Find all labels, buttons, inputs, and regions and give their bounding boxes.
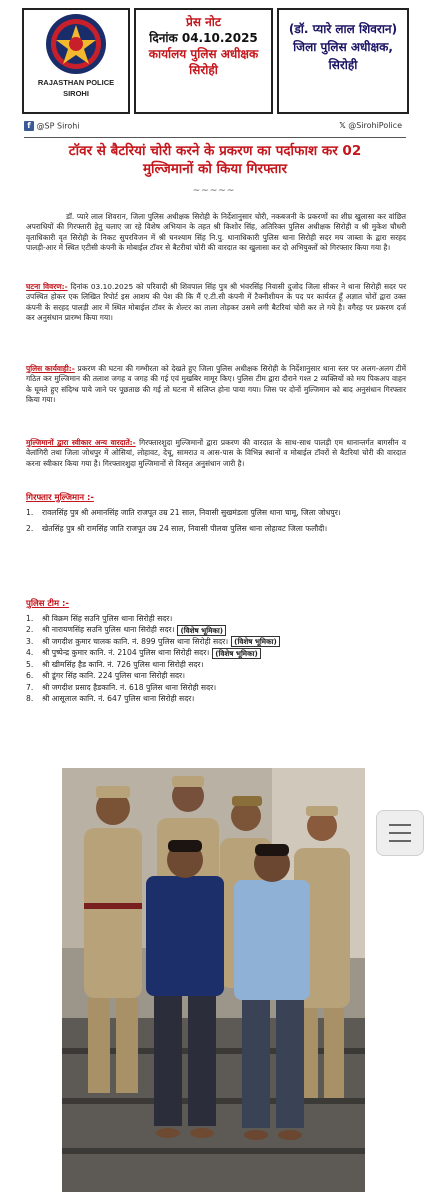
arrest-photo-illustration bbox=[62, 768, 365, 1192]
incident-paragraph bbox=[26, 282, 406, 324]
team-member-text: श्री जगदीश प्रसाद हैडकानि. नं. 618 पुलिस थाना सिरोही सदर। bbox=[42, 682, 217, 692]
sp-name-box bbox=[277, 8, 409, 114]
team-member bbox=[26, 682, 406, 694]
team-member bbox=[26, 671, 406, 683]
office-line-2: सिरोही bbox=[189, 63, 218, 77]
arrested-list bbox=[26, 508, 406, 534]
team-member-text: श्री विक्रम सिंह सउनि पुलिस थाना सिरोही सदर। bbox=[42, 613, 173, 623]
sp-designation: जिला पुलिस अधीक्षक, bbox=[293, 40, 393, 54]
team-member-number: 5. bbox=[26, 659, 34, 669]
menu-bar bbox=[389, 824, 411, 826]
sp-name: (डॉ. प्यारे लाल शिवरान) bbox=[288, 22, 398, 36]
headline-line-1: टॉवर से बैटरियां चोरी करने के प्रकरण का पर्दाफाश कर 02 bbox=[68, 143, 362, 159]
confession-text: गिरफ्तारशुदा मुल्जिमानों द्वारा प्रकरण की वारदात के साथ-साथ पालड़ी एम थानान्तर्गत बागसीन व वेलांगिरी तथा जिला जोधपुर में ओसियां, लोहावट, देचू, सामराउ व आस-पास के विभिन्न स्थानों व मोबाईल टॉवरों से बैटरियां चोरी की वारदात करना स्वीकार किया गया है। गिरफ्तारशुदा मुल्जिमानों से विस्तृत अनुसंधान जारी है। bbox=[26, 438, 406, 468]
headline-line-2: मुल्जिमानों को किया गिरफ्तार bbox=[142, 161, 288, 177]
header-rule bbox=[24, 137, 406, 138]
arrested-item-text: खेतसिंह पुत्र श्री रामसिंह जाति राजपूत उम्र 24 साल, निवासी पीलवा पुलिस थाना लोहावट जिला फलौदी। bbox=[42, 524, 328, 534]
police-logo-box bbox=[22, 8, 130, 114]
team-member-text: श्री पुष्पेन्द्र कुमार कानि. नं. 2104 पुलिस थाना सिरोही सदर। bbox=[42, 648, 210, 658]
team-member bbox=[26, 613, 406, 625]
press-note-header bbox=[22, 8, 409, 114]
team-member-text: श्री डूंगर सिंह कानि. 224 पुलिस थाना सिरोही सदर। bbox=[42, 671, 186, 681]
team-member-number: 2. bbox=[26, 625, 34, 635]
press-note-date: दिनांक 04.10.2025 bbox=[149, 31, 258, 45]
logo-line-1: RAJASTHAN POLICE bbox=[37, 78, 115, 87]
arrested-item-number: 1. bbox=[26, 508, 34, 517]
incident-text: दिनांक 03.10.2025 को परिवादी श्री शिवपाल सिंह पुत्र श्री भंवरसिंह निवासी दुजोद जिला सीकर ने थाना सिरोही सदर पर उपस्थित होकर एक लिखित रिपोर्ट इस आशय की पेश की कि मैं ए.टी.सी कंपनी में टैक्नीशीयन के पद पर कार्यरत हूँ अज्ञात चोरों द्वारा उक्त कंपनी के सरहद पालड़ी आर में स्थित मोबाईल टॉवर के शेल्टर का ताला तोड़कर उसमे लगी बैटरियां चोरी कर ले गये है। वगैरह पर प्रकरण दर्ज कर अनुसंधान प्रारम्भ किया गया। bbox=[26, 282, 406, 323]
press-note-box bbox=[134, 8, 273, 114]
special-role-badge: (विशेष भूमिका) bbox=[212, 648, 261, 659]
team-member-number: 8. bbox=[26, 694, 34, 704]
team-member-text: श्री जगदीश कुमार चालक कानि. नं. 899 पुलिस थाना सिरोही सदर। bbox=[42, 636, 229, 646]
arrested-item-text: रावलसिंह पुत्र श्री अमानसिंह जाति राजपूत उम्र 21 साल, निवासी सुखमंडला पुलिस थाना चामू, जिला जोधपुर। bbox=[42, 508, 341, 517]
logo-caption bbox=[38, 77, 114, 99]
team-member-number: 4. bbox=[26, 648, 34, 658]
team-member-text: श्री आसूलाल कानि. नं. 647 पुलिस थाना सिरोही सदर। bbox=[42, 694, 195, 704]
action-paragraph bbox=[26, 364, 406, 406]
action-text: प्रकरण की घटना की गम्भीरता को देखते हुए जिला पुलिस अधीक्षक सिरोही के निर्देशानुसार थाना स्तर पर अलग-अलग टीमें गठित कर मुल्जिमान की तलाश जगह व जगह की गई एवं मुखबिर मामूर किए। पुलिस टीम द्वारा दौराने गश्त 2 व्यक्तियों को मय पिकअप वाहन के घूमते हुए संदिग्ध पाये जाने पर पूछताछ की गई तो घटना में संलिप्त होना पाया गया। जिस पर दोनों मुल्जिमान को बाद अनुसंधान गिरफ्तार किया गया। bbox=[26, 364, 406, 405]
team-member-number: 3. bbox=[26, 636, 34, 646]
ornament-divider: ~~~~~ bbox=[192, 186, 236, 196]
team-member bbox=[26, 659, 406, 671]
team-member-number: 7. bbox=[26, 682, 34, 692]
facebook-handle[interactable]: @SP Sirohi bbox=[36, 121, 80, 131]
office-line-1: कार्यालय पुलिस अधीक्षक bbox=[148, 47, 259, 61]
menu-bar bbox=[389, 840, 411, 842]
hamburger-menu-icon[interactable] bbox=[376, 810, 424, 856]
special-role-badge: (विशेष भूमिका) bbox=[177, 625, 226, 636]
team-member-number: 6. bbox=[26, 671, 34, 681]
team-member-text: श्री खीमसिंह हैड कानि. नं. 726 पुलिस थाना सिरोही सदर। bbox=[42, 659, 204, 669]
intro-paragraph: डॉ. प्यारे लाल शिवरान, जिला पुलिस अधीक्षक सिरोही के निर्देशानुसार चोरी, नकबजनी के प्रकरणों का शीघ्र खुलासा कर वांछित अपराधियों की गिरफ्तारी हेतु चलाए जा रहे विशेष अभियान के तहत श्री किशोर सिंह, अतिरिक्त पुलिस अधीक्षक सिरोही व श्री मुकेश चौधरी वृताधिकारी वृत सिरोही के निकट सुपरविजन में श्री घनश्याम सिंह नि.पु. थानाधिकारी पुलिस थाना सिरोही सदर मय जाब्ता के द्वारा सरहद पालड़ी-आर में स्थित एटीसी कंपनी के मोबाईल टॉवर से बैटरीयां चोरी की वारदात का खुलासा कर दो अभियुक्तों को गिरफ्तार किया गया है। bbox=[26, 212, 406, 253]
social-handles bbox=[24, 121, 406, 137]
team-member bbox=[26, 636, 406, 648]
arrested-item-number: 2. bbox=[26, 524, 34, 534]
arrested-item bbox=[26, 524, 406, 534]
facebook-icon: f bbox=[24, 121, 34, 131]
team-title: पुलिस टीम :- bbox=[26, 599, 69, 609]
arrested-item bbox=[26, 508, 406, 518]
team-member-number: 1. bbox=[26, 613, 34, 623]
rajasthan-police-emblem-icon bbox=[45, 13, 107, 75]
press-note-title: प्रेस नोट bbox=[186, 15, 221, 29]
team-member-text: श्री नारायणसिंह सउनि पुलिस थाना सिरोही सदर। bbox=[42, 625, 175, 635]
sp-district: सिरोही bbox=[328, 58, 358, 72]
arrest-photo bbox=[62, 768, 365, 1192]
headline bbox=[40, 142, 390, 178]
team-member bbox=[26, 625, 406, 637]
team-list bbox=[26, 613, 406, 705]
team-member bbox=[26, 648, 406, 660]
confession-label: मुल्जिमानों द्वारा स्वीकार अन्य वारदातें:- bbox=[26, 438, 136, 447]
team-member bbox=[26, 694, 406, 706]
x-handle-wrap bbox=[339, 121, 402, 130]
x-icon: 𝕏 bbox=[339, 121, 346, 130]
x-handle[interactable]: @SirohiPolice bbox=[348, 121, 402, 130]
menu-bar bbox=[389, 832, 411, 834]
arrested-title: गिरफ्तार मुल्जिमान :- bbox=[26, 493, 94, 503]
logo-line-2: SIROHI bbox=[63, 89, 89, 98]
confession-paragraph bbox=[26, 438, 406, 469]
incident-label: घटना विवरण:- bbox=[26, 282, 68, 291]
special-role-badge: (विशेष भूमिका) bbox=[231, 636, 280, 647]
action-label: पुलिस कार्यवाही:- bbox=[26, 364, 75, 373]
